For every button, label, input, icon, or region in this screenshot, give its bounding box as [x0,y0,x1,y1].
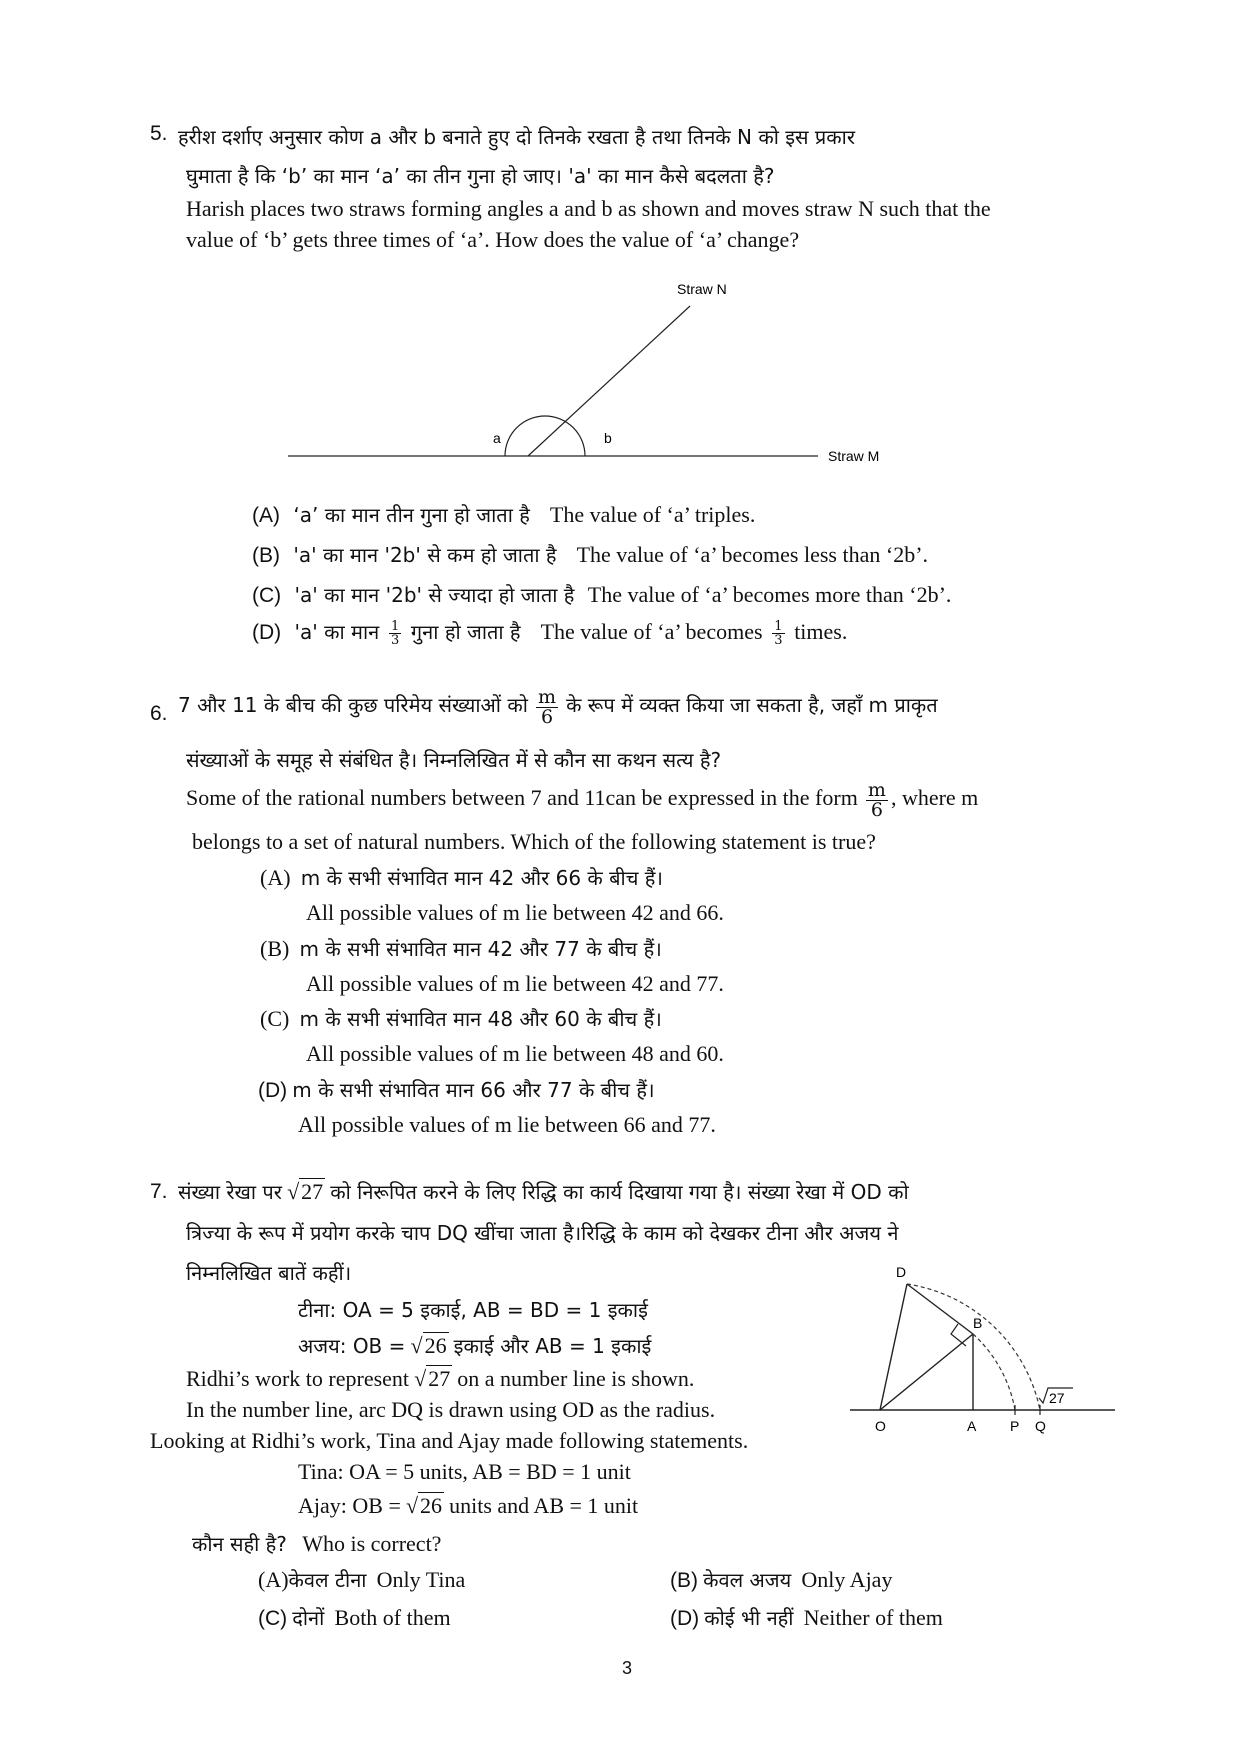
question-text-hindi: निम्नलिखित बातें कहीं। [186,1261,352,1285]
question-text-hindi: 7 और 11 के बीच की कुछ परिमेय संख्याओं को $\frac{m}{6}$ के रूप में व्यक्त किया जा सकता है, जहाँ m प्राकृत [178,686,938,728]
who-is-correct: कौन सही है? Who is correct? [192,1531,442,1556]
question-text-english: belongs to a set of natural numbers. Which of the following statement is true? [192,829,876,854]
question-text-hindi: घुमाता है कि ‘b’ का मान ‘a’ का तीन गुना हो जाए। 'a' का मान कैसे बदलता है? [186,164,775,188]
question-text-english: Ridhi’s work to represent √27 on a number line is shown. [186,1366,695,1391]
fraction-m-over-6: $\frac{m}{6}$ [867,779,886,821]
question-text-hindi: संख्याओं के समूह से संबंधित है। निम्नलिखित में से कौन सा कथन सत्य है? [186,748,722,772]
point-q-label: Q [1035,1418,1046,1434]
option-c-english: All possible values of m lie between 48 and 60. [306,1041,724,1066]
tina-statement-english: Tina: OA = 5 units, AB = BD = 1 unit [298,1459,631,1484]
point-p-label: P [1010,1418,1020,1434]
straw-n-label: Straw N [677,281,727,297]
angle-a-label: a [493,430,501,446]
fraction-one-third: $\frac{1}{3}$ [774,619,783,648]
point-a-label: A [967,1418,977,1434]
option-d[interactable]: (D) कोई भी नहीं Neither of them [670,1605,943,1630]
sqrt-27-label: 27 [1049,1390,1065,1406]
question-text-english: Looking at Ridhi’s work, Tina and Ajay made following statements. [150,1428,749,1453]
option-a-english: All possible values of m lie between 42 and 66. [306,900,724,925]
option-c[interactable]: (C) 'a' का मान '2b' से ज्यादा हो जाता है The value of ‘a’ becomes more than ‘2b’. [252,582,952,607]
question-text-english: value of ‘b’ gets three times of ‘a’. How does the value of ‘a’ change? [186,227,800,252]
option-c[interactable]: (C) दोनों Both of them [258,1605,451,1630]
fraction-m-over-6: $\frac{m}{6}$ [537,686,556,728]
number-line-diagram [845,1262,1125,1447]
question-text-english: In the number line, arc DQ is drawn using OD as the radius. [186,1397,716,1422]
option-d[interactable]: (D) m के सभी संभावित मान 66 और 77 के बीच हैं। [258,1078,655,1102]
point-d-label: D [896,1264,907,1280]
question-text-hindi: हरीश दर्शाए अनुसार कोण a और b बनाते हुए दो तिनके रखता है तथा तिनके N को इस प्रकार [178,125,856,149]
sqrt-27: √27 [414,1366,451,1391]
option-b[interactable]: (B) 'a' का मान '2b' से कम हो जाता है The value of ‘a’ becomes less than ‘2b’. [252,542,929,567]
question-number: 6. [150,702,168,725]
question-text-english: Some of the rational numbers between 7 and 11can be expressed in the form $\frac{m}{6}$ , where m [186,779,979,821]
straw-m-label: Straw M [828,448,880,464]
tina-statement-hindi: टीना: OA = 5 इकाई, AB = BD = 1 इकाई [298,1298,648,1322]
option-d[interactable]: (D) 'a' का मान $\frac{1}{3}$ गुना हो जाता है The value of ‘a’ becomes $\frac{1}{3}$ times. [252,619,848,648]
ajay-statement-hindi: अजय: OB = √26 इकाई और AB = 1 इकाई [298,1333,652,1358]
option-b[interactable]: (B) m के सभी संभावित मान 42 और 77 के बीच हैं। [260,936,662,961]
option-b[interactable]: (B) केवल अजय Only Ajay [670,1567,893,1592]
question-text-english: Harish places two straws forming angles a and b as shown and moves straw N such that the [186,196,991,221]
question-number: 7. [150,1180,168,1203]
fraction-one-third: $\frac{1}{3}$ [390,619,400,648]
question-number: 5. [150,122,168,145]
sqrt-26: √26 [410,1333,447,1358]
sqrt-27: √27 [287,1179,324,1204]
ajay-statement-english: Ajay: OB = √26 units and AB = 1 unit [298,1493,639,1518]
page-number: 3 [622,1658,633,1678]
option-a[interactable]: (A) ‘a’ का मान तीन गुना हो जाता है The value of ‘a’ triples. [252,502,756,527]
option-c[interactable]: (C) m के सभी संभावित मान 48 और 60 के बीच हैं। [260,1006,662,1031]
point-b-label: B [973,1315,983,1331]
option-a[interactable]: (A) m के सभी संभावित मान 42 और 66 के बीच हैं। [260,865,663,890]
point-o-label: O [875,1418,886,1434]
angle-b-label: b [604,430,612,446]
question-text-hindi: त्रिज्या के रूप में प्रयोग करके चाप DQ खींचा जाता है।रिद्धि के काम को देखकर टीना और अजय ने [186,1221,899,1245]
straws-angle-diagram [280,270,900,470]
question-text-hindi: संख्या रेखा पर √27 को निरूपित करने के लिए रिद्धि का कार्य दिखाया गया है। संख्या रेखा में OD को [178,1179,909,1204]
option-d-english: All possible values of m lie between 66 and 77. [298,1112,716,1137]
option-a[interactable]: (A)केवल टीना Only Tina [258,1567,466,1592]
option-b-english: All possible values of m lie between 42 and 77. [306,971,724,996]
sqrt-26: √26 [405,1493,443,1518]
